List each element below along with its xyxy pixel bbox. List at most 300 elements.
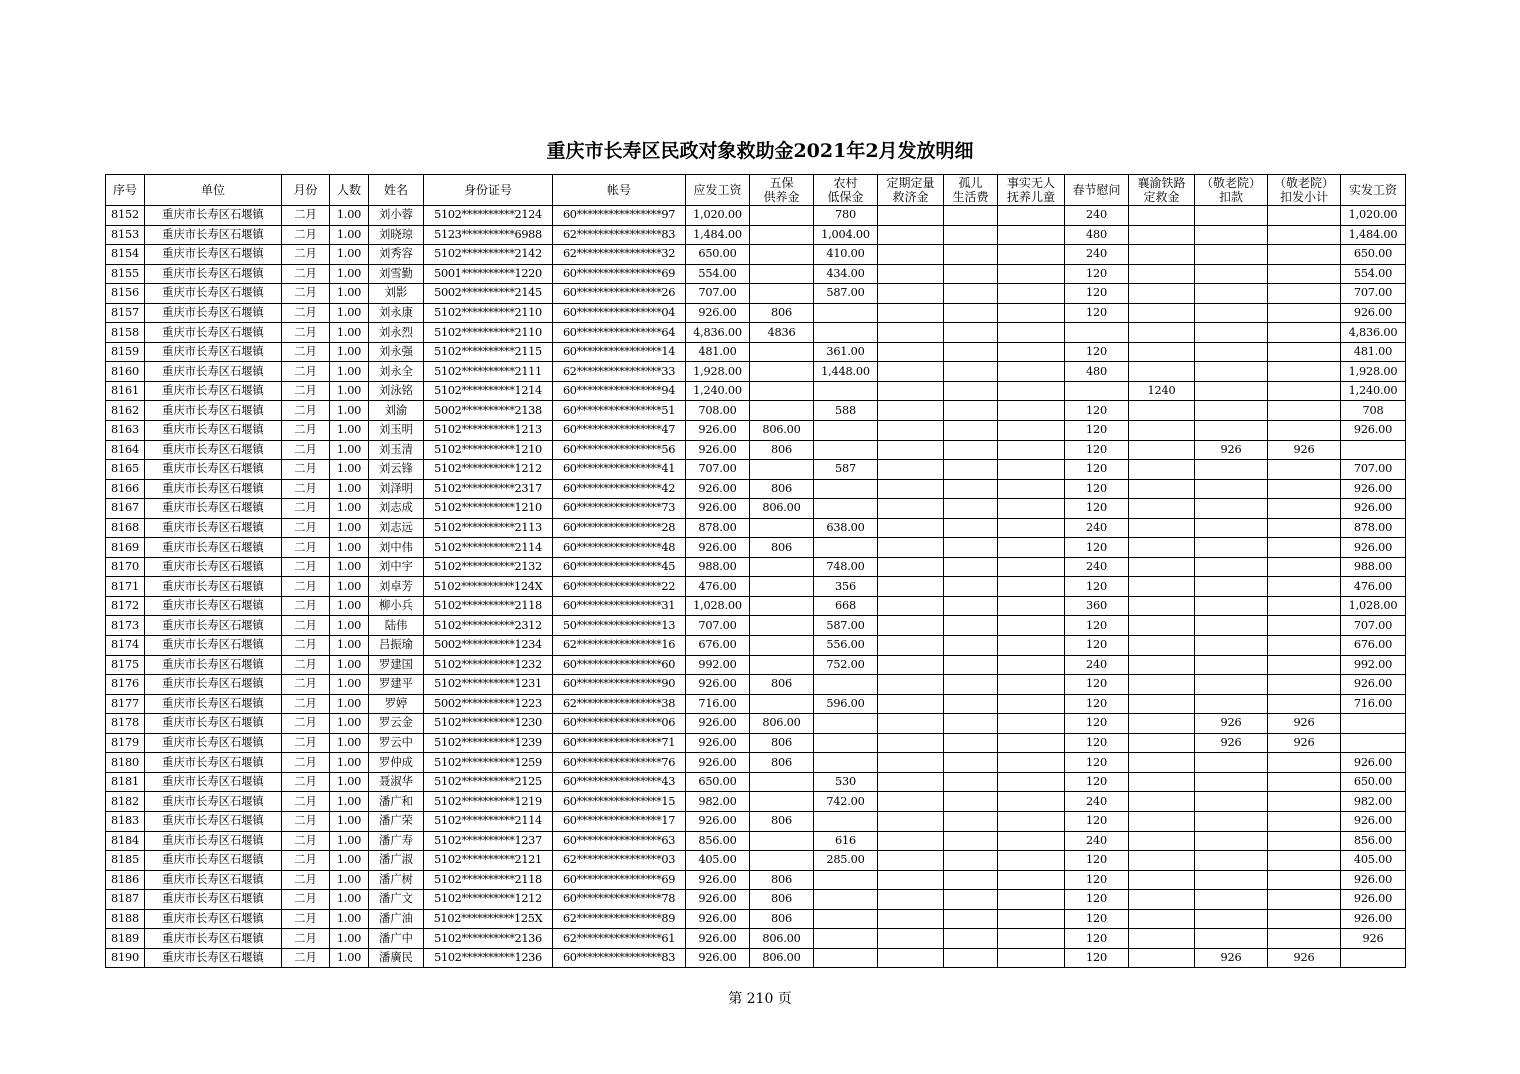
cell-dingqi	[878, 909, 944, 929]
cell-dingqi	[878, 342, 944, 362]
cell-xiangyu-railway	[1129, 890, 1195, 910]
cell-account: 60****************47	[553, 421, 686, 441]
cell-count: 1.00	[330, 655, 369, 675]
cell-account: 62****************38	[553, 694, 686, 714]
cell-net-pay: 926.00	[1341, 479, 1406, 499]
cell-dibao	[814, 948, 878, 968]
cell-seq: 8169	[106, 538, 145, 558]
cell-orphan	[944, 323, 998, 343]
cell-payable: 481.00	[686, 342, 750, 362]
cell-dibao: 587.00	[814, 616, 878, 636]
header-spring-festival: 春节慰问	[1065, 175, 1129, 206]
cell-orphan	[944, 772, 998, 792]
cell-payable: 1,928.00	[686, 362, 750, 382]
cell-nursing-deduction	[1195, 890, 1268, 910]
cell-unit: 重庆市长寿区石堰镇	[145, 342, 282, 362]
cell-account: 60****************45	[553, 557, 686, 577]
cell-nursing-deduction	[1195, 284, 1268, 304]
cell-net-pay: 982.00	[1341, 792, 1406, 812]
cell-orphan	[944, 421, 998, 441]
cell-dingqi	[878, 675, 944, 695]
cell-dibao	[814, 499, 878, 519]
cell-unit: 重庆市长寿区石堰镇	[145, 557, 282, 577]
cell-nursing-deduction	[1195, 792, 1268, 812]
cell-payable: 926.00	[686, 714, 750, 734]
cell-wubao	[750, 851, 814, 871]
cell-count: 1.00	[330, 440, 369, 460]
cell-payable: 650.00	[686, 245, 750, 265]
cell-net-pay	[1341, 733, 1406, 753]
cell-month: 二月	[282, 264, 330, 284]
cell-dingqi	[878, 577, 944, 597]
cell-dingqi	[878, 499, 944, 519]
cell-wubao: 806	[750, 909, 814, 929]
cell-nursing-deduction	[1195, 811, 1268, 831]
cell-nursing-subtotal: 926	[1268, 948, 1341, 968]
cell-account: 62****************89	[553, 909, 686, 929]
cell-nursing-subtotal: 926	[1268, 733, 1341, 753]
cell-unit: 重庆市长寿区石堰镇	[145, 206, 282, 226]
cell-nursing-subtotal	[1268, 460, 1341, 480]
cell-count: 1.00	[330, 362, 369, 382]
cell-wubao	[750, 772, 814, 792]
cell-payable: 926.00	[686, 890, 750, 910]
header-month: 月份	[282, 175, 330, 206]
cell-id-number: 5102**********2317	[424, 479, 553, 499]
table-row	[106, 753, 1406, 773]
cell-wubao	[750, 596, 814, 616]
cell-id-number: 5102**********2136	[424, 929, 553, 949]
cell-name: 潘广和	[369, 792, 424, 812]
header-dibao: 农村 低保金	[814, 175, 878, 206]
cell-unsupported-child	[998, 323, 1065, 343]
cell-month: 二月	[282, 714, 330, 734]
cell-orphan	[944, 733, 998, 753]
cell-id-number: 5102**********2111	[424, 362, 553, 382]
cell-unit: 重庆市长寿区石堰镇	[145, 890, 282, 910]
cell-unsupported-child	[998, 655, 1065, 675]
header-nursing-subtotal: （敬老院） 扣发小计	[1268, 175, 1341, 206]
cell-account: 60****************26	[553, 284, 686, 304]
cell-dingqi	[878, 225, 944, 245]
cell-xiangyu-railway	[1129, 831, 1195, 851]
cell-dingqi	[878, 655, 944, 675]
cell-wubao: 806	[750, 753, 814, 773]
cell-account: 60****************73	[553, 499, 686, 519]
cell-unit: 重庆市长寿区石堰镇	[145, 264, 282, 284]
cell-seq: 8159	[106, 342, 145, 362]
cell-name: 罗建国	[369, 655, 424, 675]
header-account: 帐号	[553, 175, 686, 206]
table-row	[106, 811, 1406, 831]
cell-payable: 982.00	[686, 792, 750, 812]
cell-seq: 8172	[106, 596, 145, 616]
header-payable: 应发工资	[686, 175, 750, 206]
cell-unit: 重庆市长寿区石堰镇	[145, 479, 282, 499]
cell-nursing-subtotal	[1268, 362, 1341, 382]
cell-month: 二月	[282, 362, 330, 382]
page-title: 重庆市长寿区民政对象救助金2021年2月发放明细	[546, 140, 974, 162]
cell-dibao	[814, 675, 878, 695]
cell-dingqi	[878, 518, 944, 538]
cell-nursing-deduction: 926	[1195, 714, 1268, 734]
cell-wubao: 806	[750, 303, 814, 323]
cell-unit: 重庆市长寿区石堰镇	[145, 655, 282, 675]
cell-payable: 988.00	[686, 557, 750, 577]
cell-unsupported-child	[998, 440, 1065, 460]
cell-net-pay: 707.00	[1341, 284, 1406, 304]
cell-net-pay: 676.00	[1341, 636, 1406, 656]
cell-id-number: 5002**********2138	[424, 401, 553, 421]
cell-month: 二月	[282, 948, 330, 968]
cell-spring-festival: 480	[1065, 362, 1129, 382]
cell-dibao: 587	[814, 460, 878, 480]
cell-dibao	[814, 733, 878, 753]
cell-nursing-deduction	[1195, 323, 1268, 343]
cell-xiangyu-railway	[1129, 557, 1195, 577]
cell-nursing-deduction	[1195, 577, 1268, 597]
cell-payable: 676.00	[686, 636, 750, 656]
cell-name: 潘广油	[369, 909, 424, 929]
cell-spring-festival: 120	[1065, 538, 1129, 558]
cell-nursing-subtotal	[1268, 616, 1341, 636]
cell-net-pay: 708	[1341, 401, 1406, 421]
cell-dibao: 410.00	[814, 245, 878, 265]
cell-account: 62****************33	[553, 362, 686, 382]
cell-dingqi	[878, 264, 944, 284]
cell-nursing-subtotal	[1268, 284, 1341, 304]
cell-spring-festival: 120	[1065, 870, 1129, 890]
table-row	[106, 401, 1406, 421]
cell-dingqi	[878, 714, 944, 734]
cell-xiangyu-railway	[1129, 772, 1195, 792]
cell-dibao	[814, 303, 878, 323]
cell-xiangyu-railway	[1129, 870, 1195, 890]
cell-id-number: 5001**********1220	[424, 264, 553, 284]
cell-xiangyu-railway	[1129, 948, 1195, 968]
cell-nursing-deduction	[1195, 772, 1268, 792]
cell-dingqi	[878, 362, 944, 382]
cell-net-pay: 1,484.00	[1341, 225, 1406, 245]
cell-xiangyu-railway	[1129, 499, 1195, 519]
cell-payable: 926.00	[686, 440, 750, 460]
cell-account: 60****************83	[553, 948, 686, 968]
cell-seq: 8176	[106, 675, 145, 695]
table-row	[106, 694, 1406, 714]
cell-unsupported-child	[998, 753, 1065, 773]
cell-seq: 8174	[106, 636, 145, 656]
cell-id-number: 5102**********2121	[424, 851, 553, 871]
cell-nursing-subtotal	[1268, 303, 1341, 323]
cell-spring-festival: 240	[1065, 792, 1129, 812]
cell-account: 60****************90	[553, 675, 686, 695]
cell-dingqi	[878, 694, 944, 714]
cell-nursing-subtotal	[1268, 909, 1341, 929]
cell-wubao	[750, 381, 814, 401]
cell-seq: 8178	[106, 714, 145, 734]
cell-nursing-subtotal	[1268, 577, 1341, 597]
cell-month: 二月	[282, 636, 330, 656]
cell-seq: 8188	[106, 909, 145, 929]
cell-wubao	[750, 342, 814, 362]
cell-name: 刘永全	[369, 362, 424, 382]
cell-xiangyu-railway	[1129, 264, 1195, 284]
cell-wubao: 806	[750, 440, 814, 460]
cell-net-pay: 1,240.00	[1341, 381, 1406, 401]
cell-wubao	[750, 401, 814, 421]
cell-orphan	[944, 596, 998, 616]
cell-id-number: 5102**********1219	[424, 792, 553, 812]
cell-name: 刘永康	[369, 303, 424, 323]
cell-month: 二月	[282, 909, 330, 929]
cell-count: 1.00	[330, 675, 369, 695]
cell-dibao	[814, 909, 878, 929]
cell-dingqi	[878, 245, 944, 265]
cell-net-pay	[1341, 440, 1406, 460]
cell-id-number: 5102**********2312	[424, 616, 553, 636]
cell-orphan	[944, 870, 998, 890]
cell-nursing-subtotal	[1268, 323, 1341, 343]
cell-dibao: 668	[814, 596, 878, 616]
cell-payable: 1,028.00	[686, 596, 750, 616]
cell-name: 罗建平	[369, 675, 424, 695]
cell-wubao: 806.00	[750, 421, 814, 441]
cell-account: 60****************31	[553, 596, 686, 616]
cell-spring-festival: 120	[1065, 851, 1129, 871]
cell-dibao: 638.00	[814, 518, 878, 538]
cell-spring-festival: 120	[1065, 460, 1129, 480]
cell-count: 1.00	[330, 499, 369, 519]
cell-unsupported-child	[998, 499, 1065, 519]
cell-payable: 926.00	[686, 948, 750, 968]
cell-net-pay: 650.00	[1341, 245, 1406, 265]
cell-month: 二月	[282, 401, 330, 421]
cell-id-number: 5102**********1212	[424, 460, 553, 480]
cell-nursing-subtotal	[1268, 655, 1341, 675]
cell-orphan	[944, 792, 998, 812]
cell-name: 刘小蓉	[369, 206, 424, 226]
cell-dingqi	[878, 948, 944, 968]
cell-spring-festival: 120	[1065, 694, 1129, 714]
cell-unsupported-child	[998, 929, 1065, 949]
cell-payable: 926.00	[686, 811, 750, 831]
cell-wubao	[750, 792, 814, 812]
cell-unsupported-child	[998, 870, 1065, 890]
cell-payable: 878.00	[686, 518, 750, 538]
cell-wubao	[750, 362, 814, 382]
cell-payable: 926.00	[686, 499, 750, 519]
cell-nursing-deduction	[1195, 460, 1268, 480]
cell-nursing-subtotal	[1268, 479, 1341, 499]
cell-seq: 8165	[106, 460, 145, 480]
table-row	[106, 714, 1406, 734]
cell-unsupported-child	[998, 948, 1065, 968]
cell-dingqi	[878, 636, 944, 656]
cell-unit: 重庆市长寿区石堰镇	[145, 811, 282, 831]
cell-nursing-subtotal	[1268, 929, 1341, 949]
cell-payable: 1,240.00	[686, 381, 750, 401]
cell-orphan	[944, 284, 998, 304]
cell-account: 62****************83	[553, 225, 686, 245]
cell-nursing-deduction: 926	[1195, 440, 1268, 460]
cell-dibao: 748.00	[814, 557, 878, 577]
cell-month: 二月	[282, 557, 330, 577]
cell-seq: 8182	[106, 792, 145, 812]
cell-nursing-deduction	[1195, 753, 1268, 773]
cell-month: 二月	[282, 831, 330, 851]
cell-count: 1.00	[330, 851, 369, 871]
cell-id-number: 5102**********2110	[424, 303, 553, 323]
cell-month: 二月	[282, 303, 330, 323]
cell-xiangyu-railway	[1129, 303, 1195, 323]
cell-name: 刘秀容	[369, 245, 424, 265]
table-row	[106, 851, 1406, 871]
table-row	[106, 675, 1406, 695]
cell-dingqi	[878, 890, 944, 910]
cell-name: 潘广中	[369, 929, 424, 949]
cell-spring-festival: 360	[1065, 596, 1129, 616]
cell-net-pay: 926.00	[1341, 909, 1406, 929]
cell-orphan	[944, 890, 998, 910]
cell-nursing-subtotal	[1268, 499, 1341, 519]
cell-seq: 8179	[106, 733, 145, 753]
cell-unsupported-child	[998, 362, 1065, 382]
cell-orphan	[944, 440, 998, 460]
cell-dibao	[814, 421, 878, 441]
cell-nursing-subtotal	[1268, 772, 1341, 792]
cell-count: 1.00	[330, 577, 369, 597]
cell-seq: 8183	[106, 811, 145, 831]
table-row	[106, 264, 1406, 284]
table-row	[106, 518, 1406, 538]
cell-net-pay: 856.00	[1341, 831, 1406, 851]
cell-name: 聂淑华	[369, 772, 424, 792]
cell-id-number: 5102**********125X	[424, 909, 553, 929]
cell-unsupported-child	[998, 636, 1065, 656]
cell-unsupported-child	[998, 577, 1065, 597]
cell-xiangyu-railway	[1129, 655, 1195, 675]
cell-count: 1.00	[330, 890, 369, 910]
cell-id-number: 5102**********1237	[424, 831, 553, 851]
cell-name: 潘廣民	[369, 948, 424, 968]
cell-nursing-deduction	[1195, 909, 1268, 929]
cell-unit: 重庆市长寿区石堰镇	[145, 675, 282, 695]
cell-count: 1.00	[330, 401, 369, 421]
cell-unsupported-child	[998, 616, 1065, 636]
cell-unsupported-child	[998, 401, 1065, 421]
cell-unit: 重庆市长寿区石堰镇	[145, 440, 282, 460]
cell-name: 刘永烈	[369, 323, 424, 343]
cell-seq: 8153	[106, 225, 145, 245]
cell-wubao: 806	[750, 538, 814, 558]
cell-unsupported-child	[998, 538, 1065, 558]
cell-account: 60****************06	[553, 714, 686, 734]
cell-account: 62****************61	[553, 929, 686, 949]
cell-month: 二月	[282, 381, 330, 401]
cell-dingqi	[878, 811, 944, 831]
cell-dibao	[814, 870, 878, 890]
cell-payable: 992.00	[686, 655, 750, 675]
cell-dingqi	[878, 460, 944, 480]
cell-spring-festival: 120	[1065, 948, 1129, 968]
cell-xiangyu-railway: 1240	[1129, 381, 1195, 401]
cell-nursing-subtotal	[1268, 870, 1341, 890]
cell-nursing-deduction	[1195, 636, 1268, 656]
cell-spring-festival: 120	[1065, 675, 1129, 695]
cell-wubao	[750, 518, 814, 538]
cell-unit: 重庆市长寿区石堰镇	[145, 303, 282, 323]
cell-orphan	[944, 303, 998, 323]
cell-unit: 重庆市长寿区石堰镇	[145, 636, 282, 656]
cell-count: 1.00	[330, 733, 369, 753]
cell-orphan	[944, 557, 998, 577]
cell-unsupported-child	[998, 890, 1065, 910]
cell-dibao: 616	[814, 831, 878, 851]
cell-net-pay: 926.00	[1341, 499, 1406, 519]
cell-spring-festival: 240	[1065, 206, 1129, 226]
cell-xiangyu-railway	[1129, 479, 1195, 499]
cell-id-number: 5102**********2118	[424, 870, 553, 890]
cell-xiangyu-railway	[1129, 460, 1195, 480]
payment-table	[105, 174, 1406, 968]
cell-nursing-subtotal	[1268, 401, 1341, 421]
cell-name: 潘广寿	[369, 831, 424, 851]
cell-dibao: 285.00	[814, 851, 878, 871]
cell-unsupported-child	[998, 792, 1065, 812]
header-unsupported-child: 事实无人 抚养儿童	[998, 175, 1065, 206]
cell-dingqi	[878, 772, 944, 792]
cell-count: 1.00	[330, 538, 369, 558]
cell-payable: 650.00	[686, 772, 750, 792]
cell-month: 二月	[282, 792, 330, 812]
cell-net-pay: 926.00	[1341, 753, 1406, 773]
cell-seq: 8180	[106, 753, 145, 773]
cell-payable: 856.00	[686, 831, 750, 851]
cell-payable: 926.00	[686, 753, 750, 773]
cell-account: 60****************42	[553, 479, 686, 499]
cell-id-number: 5102**********1236	[424, 948, 553, 968]
cell-account: 60****************60	[553, 655, 686, 675]
cell-wubao: 4836	[750, 323, 814, 343]
cell-unit: 重庆市长寿区石堰镇	[145, 577, 282, 597]
cell-month: 二月	[282, 538, 330, 558]
cell-name: 罗婷	[369, 694, 424, 714]
cell-name: 刘影	[369, 284, 424, 304]
cell-spring-festival: 120	[1065, 284, 1129, 304]
cell-xiangyu-railway	[1129, 577, 1195, 597]
cell-net-pay: 4,836.00	[1341, 323, 1406, 343]
cell-id-number: 5102**********1214	[424, 381, 553, 401]
cell-nursing-subtotal	[1268, 245, 1341, 265]
cell-orphan	[944, 245, 998, 265]
cell-xiangyu-railway	[1129, 342, 1195, 362]
cell-spring-festival: 120	[1065, 811, 1129, 831]
cell-month: 二月	[282, 499, 330, 519]
cell-net-pay: 926.00	[1341, 538, 1406, 558]
cell-dingqi	[878, 303, 944, 323]
cell-nursing-deduction	[1195, 616, 1268, 636]
cell-dibao	[814, 929, 878, 949]
cell-count: 1.00	[330, 264, 369, 284]
cell-seq: 8167	[106, 499, 145, 519]
cell-spring-festival: 120	[1065, 733, 1129, 753]
table-row	[106, 499, 1406, 519]
cell-orphan	[944, 909, 998, 929]
cell-month: 二月	[282, 811, 330, 831]
cell-xiangyu-railway	[1129, 753, 1195, 773]
cell-dibao: 596.00	[814, 694, 878, 714]
header-dingqi: 定期定量 救济金	[878, 175, 944, 206]
